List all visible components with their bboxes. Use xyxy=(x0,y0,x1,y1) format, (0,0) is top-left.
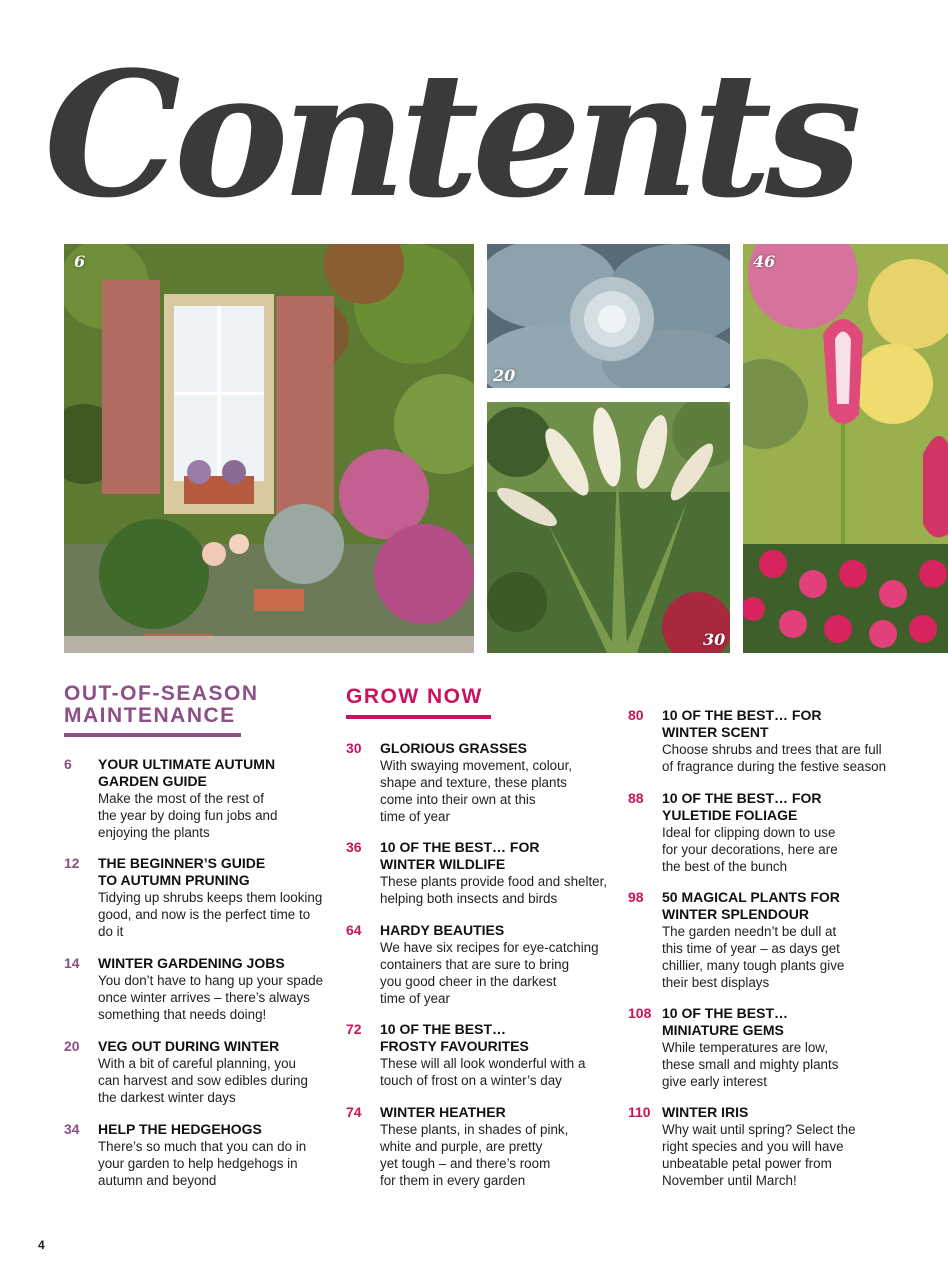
photo-ivy-window[interactable] xyxy=(64,244,474,653)
entry-page-number: 108 xyxy=(628,1005,652,1021)
entry-title: WINTER IRIS xyxy=(662,1104,749,1120)
contents-entry[interactable] xyxy=(64,756,326,841)
entry-page-number: 88 xyxy=(628,790,644,806)
pampas-grass-image xyxy=(487,402,730,653)
section-heading-maintenance xyxy=(64,683,324,727)
page-title: Contents xyxy=(44,33,855,236)
photo-pampas-grass[interactable] xyxy=(487,402,730,653)
entry-page-number: 110 xyxy=(628,1104,651,1120)
photo-frosted-cabbage[interactable] xyxy=(487,244,730,388)
entry-title: 10 OF THE BEST… FROSTY FAVOURITES xyxy=(380,1021,529,1054)
contents-entry[interactable] xyxy=(64,955,326,1023)
entry-description: Why wait until spring? Select the right species and you will have unbeatable petal power from November until March! xyxy=(662,1122,856,1188)
entry-title: YOUR ULTIMATE AUTUMN GARDEN GUIDE xyxy=(98,756,276,789)
entry-title: 50 MAGICAL PLANTS FOR WINTER SPLENDOUR xyxy=(662,889,840,922)
entry-description: You don’t have to hang up your spade once winter arrives – there’s always something that needs doing! xyxy=(98,973,324,1022)
contents-entry[interactable] xyxy=(346,922,616,1007)
photo-page-label: 20 xyxy=(493,366,516,385)
entry-title: HARDY BEAUTIES xyxy=(380,922,505,938)
entry-description: These will all look wonderful with a touch of frost on a winter’s day xyxy=(380,1056,586,1088)
entry-page-number: 30 xyxy=(346,740,362,756)
photo-page-label: 30 xyxy=(703,630,726,649)
entry-description: There’s so much that you can do in your garden to help hedgehogs in autumn and beyond xyxy=(98,1139,307,1188)
contents-entry[interactable] xyxy=(64,855,326,940)
entry-description: While temperatures are low, these small and mighty plants give early interest xyxy=(662,1040,839,1089)
contents-entry[interactable] xyxy=(628,889,928,991)
entry-description: With a bit of careful planning, you can harvest and sow edibles during the darkest winter days xyxy=(98,1056,308,1105)
contents-entry[interactable] xyxy=(64,1038,326,1106)
contents-entry[interactable] xyxy=(346,1021,616,1089)
photo-tulips[interactable] xyxy=(743,244,948,653)
entry-title: 10 OF THE BEST… MINIATURE GEMS xyxy=(662,1005,789,1038)
entry-page-number: 36 xyxy=(346,839,362,855)
entry-page-number: 74 xyxy=(346,1104,362,1120)
entry-page-number: 34 xyxy=(64,1121,80,1137)
entry-description: Ideal for clipping down to use for your decorations, here are the best of the bunch xyxy=(662,825,838,874)
entry-page-number: 64 xyxy=(346,922,362,938)
frosted-cabbage-image xyxy=(487,244,730,388)
entry-description: These plants provide food and shelter, helping both insects and birds xyxy=(380,874,608,906)
tulips-image xyxy=(743,244,948,653)
entry-title: HELP THE HEDGEHOGS xyxy=(98,1121,262,1137)
contents-entry[interactable] xyxy=(628,1005,928,1090)
entry-title: 10 OF THE BEST… FOR YULETIDE FOLIAGE xyxy=(662,790,822,823)
contents-entry[interactable] xyxy=(628,707,928,775)
entry-title: WINTER HEATHER xyxy=(380,1104,506,1120)
contents-entry[interactable] xyxy=(64,1121,326,1189)
photo-page-label: 6 xyxy=(74,252,86,271)
entry-description: The garden needn’t be dull at this time of year – as days get chillier, many tough plants give their best displays xyxy=(662,924,845,990)
contents-entry[interactable] xyxy=(346,740,616,825)
entry-page-number: 14 xyxy=(64,955,80,971)
page-number: 4 xyxy=(38,1238,45,1252)
ivy-window-image xyxy=(64,244,474,653)
entry-title: WINTER GARDENING JOBS xyxy=(98,955,285,971)
heading-line: OUT-OF-SEASON xyxy=(64,682,259,705)
entry-description: Tidying up shrubs keeps them looking good, and now is the perfect time to do it xyxy=(98,890,323,939)
entry-description: These plants, in shades of pink, white and purple, are pretty yet tough – and there’s room for them in every garden xyxy=(380,1122,569,1188)
heading-underline xyxy=(346,715,491,719)
entry-title: 10 OF THE BEST… FOR WINTER WILDLIFE xyxy=(380,839,540,872)
contents-entry[interactable] xyxy=(628,790,928,875)
entry-description: Make the most of the rest of the year by doing fun jobs and enjoying the plants xyxy=(98,791,278,840)
heading-line: MAINTENANCE xyxy=(64,704,236,727)
entry-title: VEG OUT DURING WINTER xyxy=(98,1038,280,1054)
contents-entry[interactable] xyxy=(346,839,616,907)
entry-page-number: 80 xyxy=(628,707,644,723)
section-heading-grow-now xyxy=(346,686,586,708)
entry-description: We have six recipes for eye-catching containers that are sure to bring you good cheer in the darkest time of year xyxy=(380,940,599,1006)
entry-description: With swaying movement, colour, shape and texture, these plants come into their own at this time of year xyxy=(380,758,573,824)
entry-page-number: 6 xyxy=(64,756,72,772)
contents-entry[interactable] xyxy=(628,1104,928,1189)
heading-line: GROW NOW xyxy=(346,685,483,708)
entry-page-number: 72 xyxy=(346,1021,362,1037)
heading-underline xyxy=(64,733,241,737)
entry-page-number: 98 xyxy=(628,889,644,905)
entry-page-number: 12 xyxy=(64,855,80,871)
entry-page-number: 20 xyxy=(64,1038,80,1054)
entry-title: THE BEGINNER’S GUIDE TO AUTUMN PRUNING xyxy=(98,855,266,888)
entry-title: GLORIOUS GRASSES xyxy=(380,740,528,756)
entry-description: Choose shrubs and trees that are full of fragrance during the festive season xyxy=(662,742,887,774)
entry-title: 10 OF THE BEST… FOR WINTER SCENT xyxy=(662,707,822,740)
contents-entry[interactable] xyxy=(346,1104,616,1189)
photo-page-label: 46 xyxy=(753,252,776,271)
